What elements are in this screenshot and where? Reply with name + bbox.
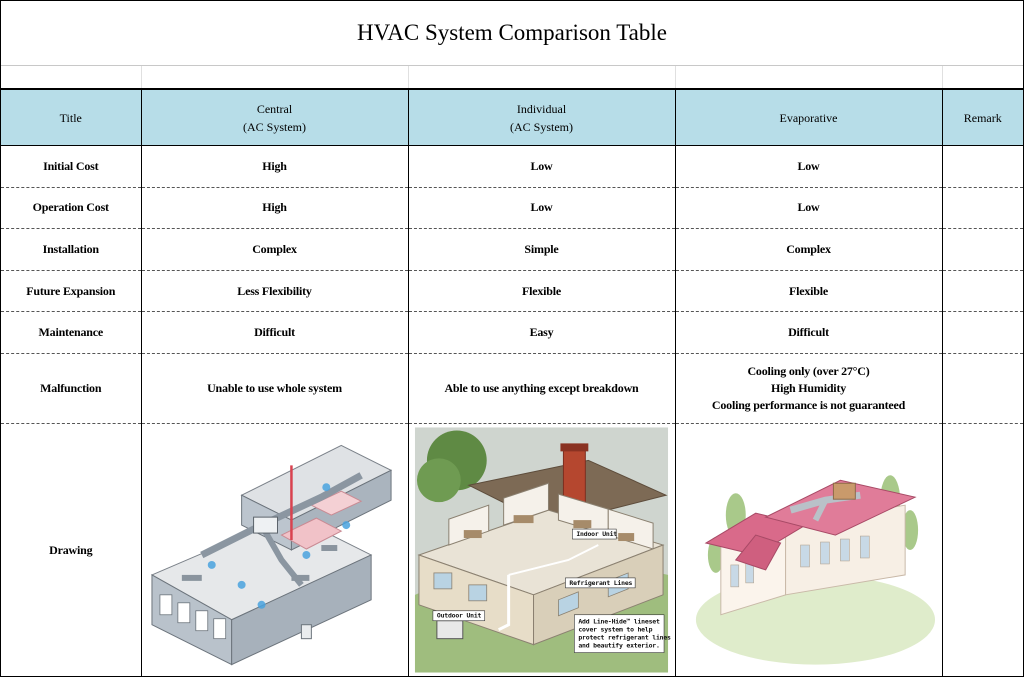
header-central: Central (AC System) <box>141 90 408 146</box>
cell-remark <box>942 423 1023 676</box>
row-label: Malfunction <box>1 353 141 423</box>
cell-central: High <box>141 146 408 188</box>
table-row <box>1 229 1023 271</box>
cell-individual: Low <box>408 146 675 188</box>
cell-evaporative: Cooling only (over 27°C) High Humidity Cooling performance is not guaranteed <box>675 353 942 423</box>
header-remark: Remark <box>942 90 1023 146</box>
note-line-3: protect refrigerant lines <box>577 633 671 642</box>
row-label: Maintenance <box>1 312 141 354</box>
header-title: Title <box>1 90 141 146</box>
header-individual: Individual (AC System) <box>408 90 675 146</box>
comparison-table <box>1 89 1023 676</box>
table-row <box>1 270 1023 312</box>
spacer-row <box>1 66 1023 89</box>
cell-remark <box>942 353 1023 423</box>
cell-remark <box>942 187 1023 229</box>
cell-remark <box>942 270 1023 312</box>
cell-central-drawing <box>141 423 408 676</box>
label-refrigerant-lines: Refrigerant Lines <box>568 579 632 588</box>
cell-remark <box>942 312 1023 354</box>
note-line-4: and beautify exterior. <box>577 641 660 650</box>
table-row <box>1 146 1023 188</box>
cell-central: Complex <box>141 229 408 271</box>
cell-individual-drawing <box>408 423 675 676</box>
row-label: Installation <box>1 229 141 271</box>
header-evaporative: Evaporative <box>675 90 942 146</box>
table-row-drawing <box>1 423 1023 676</box>
cell-remark <box>942 146 1023 188</box>
cell-central: Unable to use whole system <box>141 353 408 423</box>
cell-individual: Easy <box>408 312 675 354</box>
cell-evaporative: Difficult <box>675 312 942 354</box>
cell-individual: Flexible <box>408 270 675 312</box>
row-label: Future Expansion <box>1 270 141 312</box>
cell-individual: Simple <box>408 229 675 271</box>
table-row <box>1 312 1023 354</box>
cell-evaporative: Low <box>675 146 942 188</box>
cell-evaporative: Flexible <box>675 270 942 312</box>
cell-evaporative: Complex <box>675 229 942 271</box>
page-title: HVAC System Comparison Table <box>1 1 1023 66</box>
row-label: Drawing <box>1 423 141 676</box>
cell-central: High <box>141 187 408 229</box>
cell-central: Difficult <box>141 312 408 354</box>
cell-evaporative: Low <box>675 187 942 229</box>
note-line-1: Add Line-Hide™ lineset <box>577 617 660 626</box>
table-row-malfunction <box>1 353 1023 423</box>
cell-central: Less Flexibility <box>141 270 408 312</box>
label-outdoor-unit: Outdoor Unit <box>436 611 481 620</box>
cell-individual: Low <box>408 187 675 229</box>
table-row <box>1 187 1023 229</box>
central-ac-drawing <box>142 425 408 675</box>
cell-individual: Able to use anything except breakdown <box>408 353 675 423</box>
individual-ac-drawing <box>409 425 675 675</box>
note-line-2: cover system to help <box>577 625 652 634</box>
evaporative-drawing <box>676 425 942 675</box>
cell-remark <box>942 229 1023 271</box>
label-indoor-unit: Indoor Unit <box>575 530 617 539</box>
row-label: Initial Cost <box>1 146 141 188</box>
cell-evaporative-drawing <box>675 423 942 676</box>
row-label: Operation Cost <box>1 187 141 229</box>
